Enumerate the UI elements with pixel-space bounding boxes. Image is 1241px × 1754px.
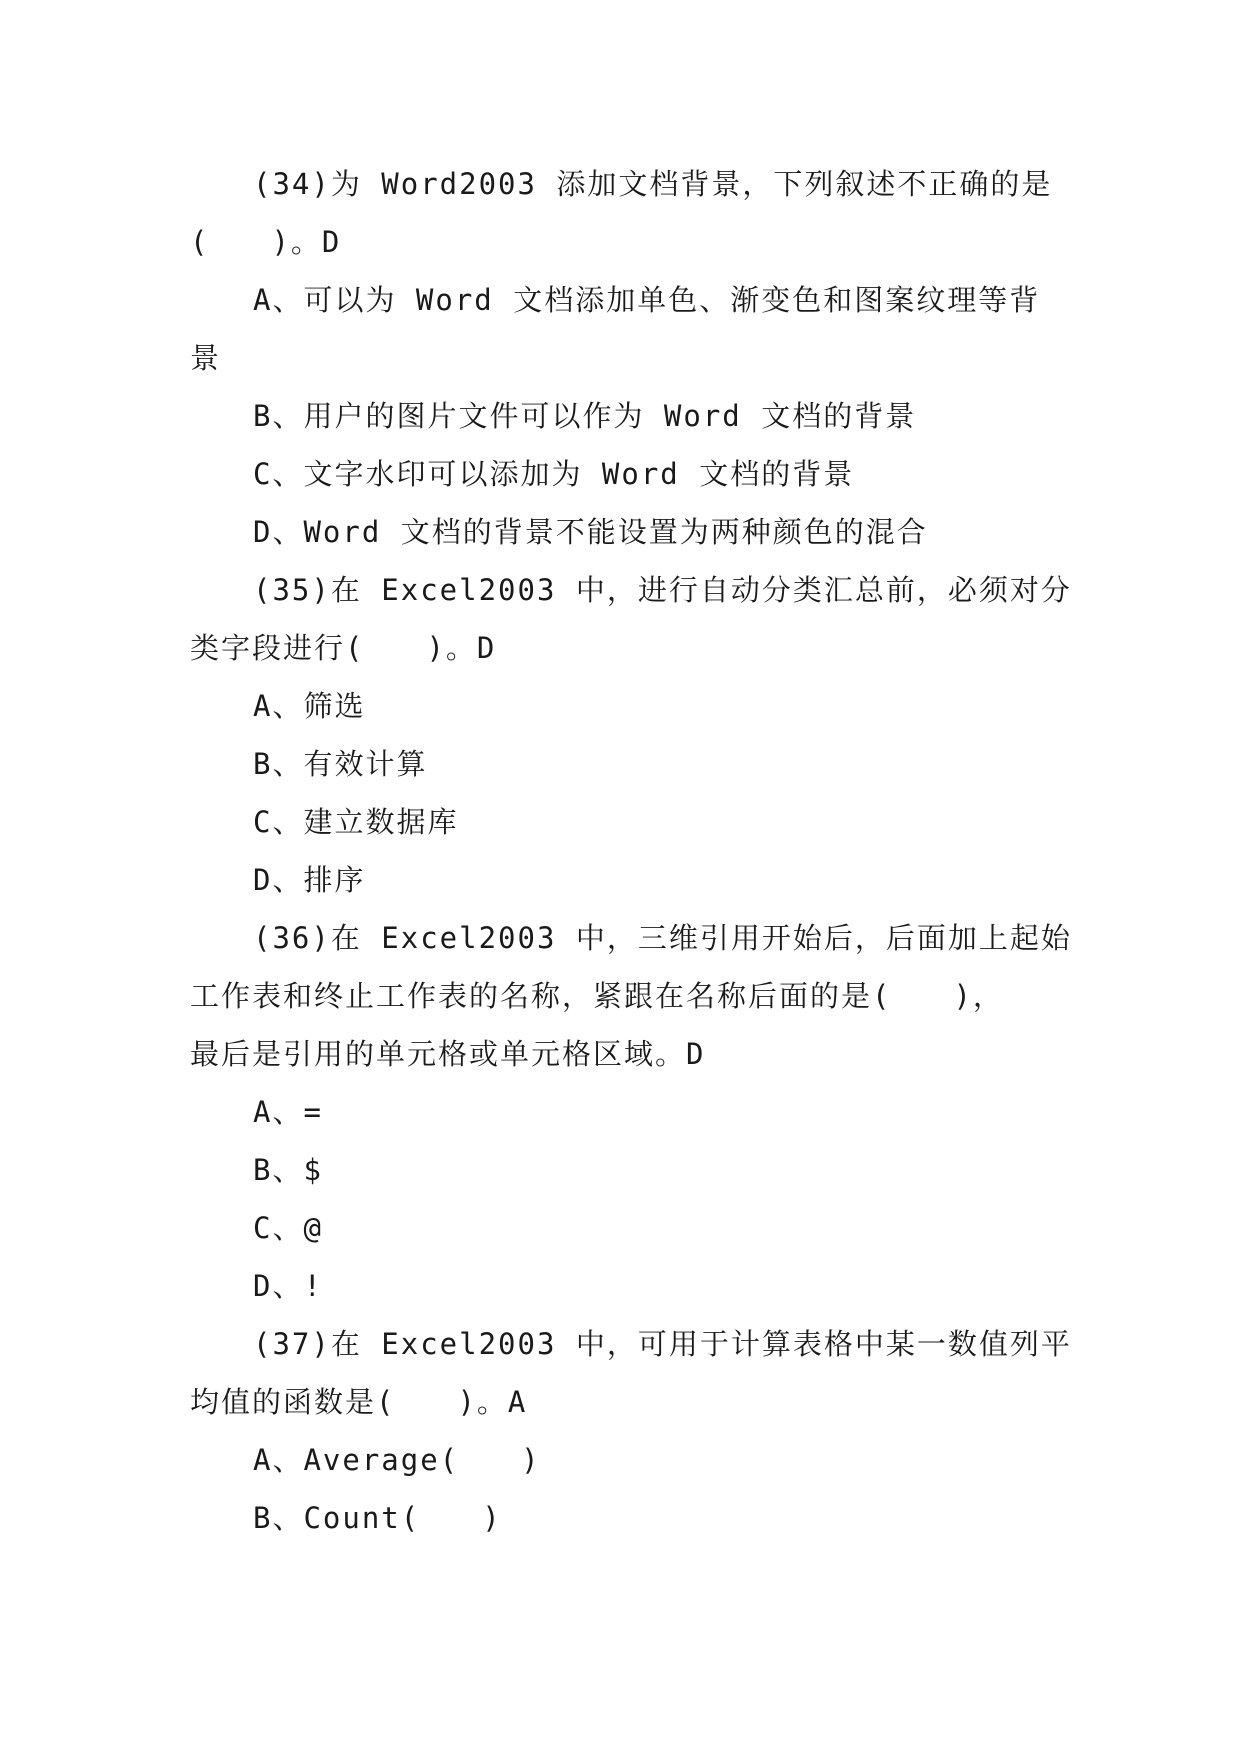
question-34-option-a-continued: 景	[190, 341, 222, 375]
question-37-option-a: A、Average( )	[253, 1443, 541, 1477]
question-36-option-b: B、$	[253, 1153, 323, 1187]
question-35-option-b: B、有效计算	[253, 747, 428, 781]
question-35-option-a: A、筛选	[253, 689, 366, 723]
question-34-stem-line-1: (34)为 Word2003 添加文档背景，下列叙述不正确的是	[253, 167, 1053, 201]
question-35-option-c: C、建立数据库	[253, 805, 459, 839]
question-37-stem-line-2: 均值的函数是( )。A	[190, 1385, 528, 1419]
question-36-option-c: C、@	[253, 1211, 323, 1245]
question-36-option-a: A、=	[253, 1095, 323, 1129]
question-37-option-b: B、Count( )	[253, 1501, 502, 1535]
question-35-option-d: D、排序	[253, 863, 366, 897]
question-34-stem-line-2: ( )。D	[190, 225, 342, 259]
question-34-option-c: C、文字水印可以添加为 Word 文档的背景	[253, 457, 855, 491]
question-34-option-a: A、可以为 Word 文档添加单色、渐变色和图案纹理等背	[253, 283, 1041, 317]
question-36-stem-line-2: 工作表和终止工作表的名称，紧跟在名称后面的是( )，	[190, 979, 1004, 1013]
question-36-option-d: D、!	[253, 1269, 323, 1303]
question-37-stem-line-1: (37)在 Excel2003 中，可用于计算表格中某一数值列平	[253, 1327, 1072, 1361]
question-36-stem-line-1: (36)在 Excel2003 中，三维引用开始后，后面加上起始	[253, 921, 1072, 955]
question-34-option-d: D、Word 文档的背景不能设置为两种颜色的混合	[253, 515, 928, 549]
question-36-stem-line-3: 最后是引用的单元格或单元格区域。D	[190, 1037, 706, 1071]
question-34-option-b: B、用户的图片文件可以作为 Word 文档的背景	[253, 399, 917, 433]
question-35-stem-line-2: 类字段进行( )。D	[190, 631, 497, 665]
question-35-stem-line-1: (35)在 Excel2003 中，进行自动分类汇总前，必须对分	[253, 573, 1072, 607]
